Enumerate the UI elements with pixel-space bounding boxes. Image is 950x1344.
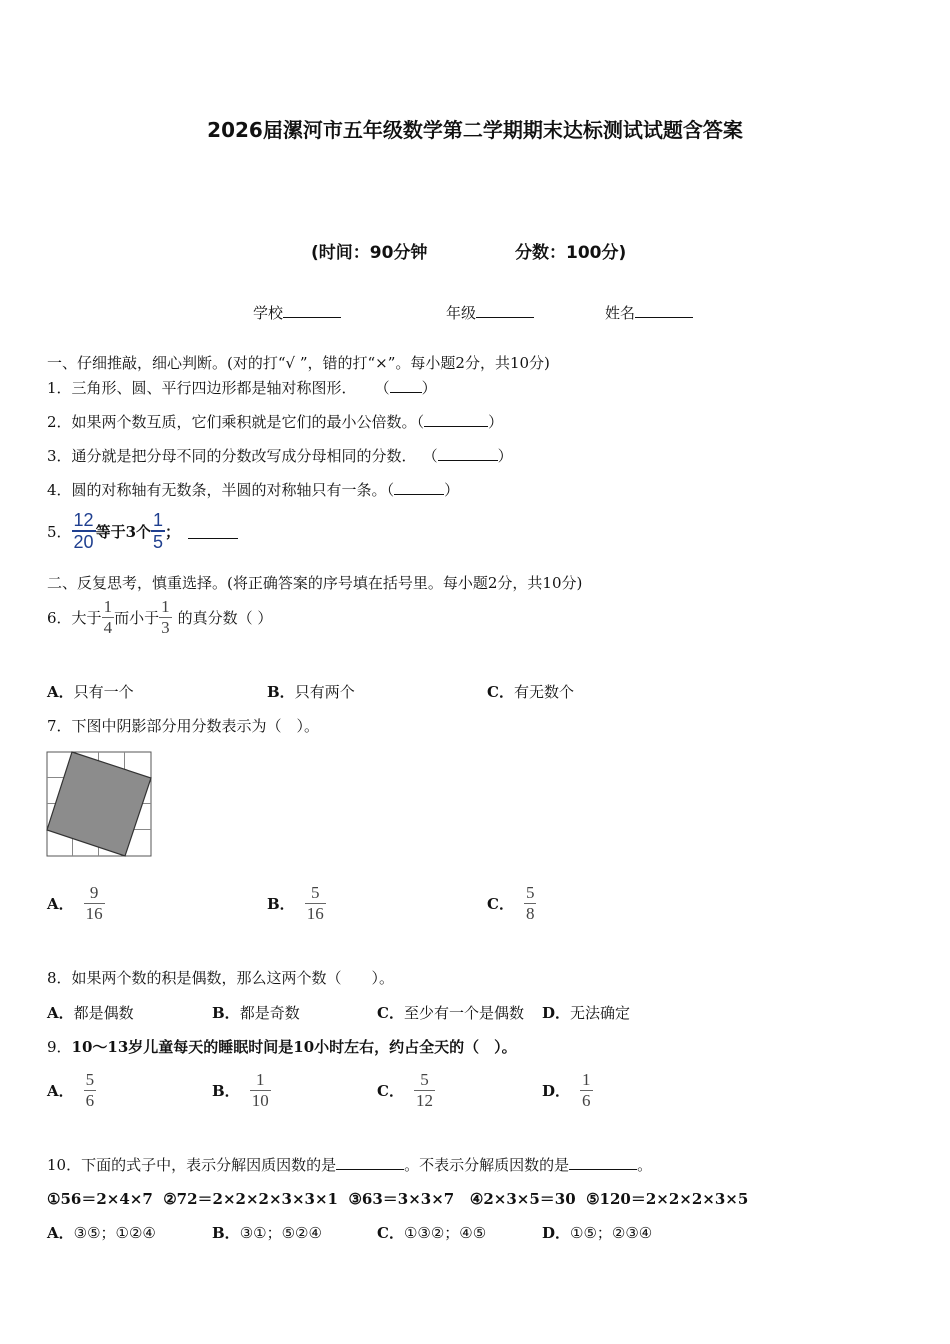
option-letter: A．	[47, 895, 74, 913]
semicolon: ；	[165, 522, 181, 541]
option-letter: A．	[47, 1004, 74, 1022]
q8-option-b[interactable]	[212, 1002, 300, 1023]
option-letter: A．	[47, 1224, 74, 1242]
question-text-a: 下面的式子中，表示分解因质因数的是	[81, 1156, 337, 1174]
question-text: 如果两个数互质，它们乘积就是它们的最小公倍数。	[71, 413, 417, 431]
q8-option-d[interactable]	[542, 1002, 630, 1023]
question-3	[47, 445, 513, 466]
q7-option-a[interactable]	[47, 883, 105, 924]
q6-option-c[interactable]	[487, 681, 574, 702]
option-letter: D．	[542, 1224, 571, 1242]
question-9	[47, 1036, 517, 1057]
question-8	[47, 967, 394, 988]
exam-time: (时间：90分钟	[311, 243, 428, 263]
question-text-c: 。	[637, 1156, 653, 1174]
paren-open: （	[422, 447, 438, 465]
option-fraction: $\frac{5}{8}$	[525, 883, 535, 923]
question-7	[47, 715, 319, 736]
question-number: 7．	[47, 717, 72, 735]
answer-blank-2[interactable]	[569, 1155, 637, 1170]
option-text: 无法确定	[570, 1004, 631, 1022]
option-fraction: $\frac{5}{16}$	[306, 883, 324, 923]
question-number: 6．	[47, 609, 72, 627]
option-text: ③⑤；①②④	[73, 1224, 156, 1242]
question-text: 等于3个	[95, 522, 152, 541]
q10-option-a[interactable]	[47, 1222, 156, 1243]
question-number: 2．	[47, 413, 72, 431]
question-text: 下图中阴影部分用分数表示为（ ）。	[71, 717, 320, 735]
option-fraction: $\frac{1}{6}$	[582, 1070, 591, 1110]
option-letter: C．	[487, 895, 514, 913]
option-letter: B．	[212, 1004, 240, 1022]
name-label: 姓名	[605, 304, 636, 322]
option-text: 只有两个	[294, 683, 355, 701]
question-number: 1．	[47, 379, 72, 397]
paren-close: ）	[421, 379, 437, 397]
option-text: 都是偶数	[73, 1004, 134, 1022]
paren-close: ）	[444, 481, 460, 499]
option-letter: C．	[377, 1224, 404, 1242]
answer-blank[interactable]	[424, 412, 488, 427]
question-10	[47, 1154, 652, 1175]
name-field[interactable]	[605, 302, 693, 323]
grade-label: 年级	[446, 304, 477, 322]
question-text-post: 的真分数（ ）	[177, 609, 273, 627]
option-text: 至少有一个是偶数	[403, 1004, 524, 1022]
option-text: ③①；⑤②④	[239, 1224, 322, 1242]
option-letter: B．	[267, 683, 295, 701]
q10-option-d[interactable]	[542, 1222, 652, 1243]
question-text: 三角形、圆、平行四边形都是轴对称图形．	[71, 379, 357, 397]
school-label: 学校	[253, 304, 284, 322]
answer-blank[interactable]	[390, 378, 422, 393]
option-fraction: $\frac{5}{12}$	[415, 1070, 433, 1110]
option-fraction: $\frac{1}{10}$	[251, 1070, 269, 1110]
question-text: 10～13岁儿童每天的睡眠时间是10小时左右，约占全天的（ ）。	[71, 1038, 517, 1056]
paren-open: （	[386, 481, 395, 499]
q7-option-b[interactable]	[267, 883, 326, 924]
option-letter: B．	[267, 895, 295, 913]
section-2-heading: 二、反复思考，慎重选择。(将正确答案的序号填在括号里。每小题2分，共10分)	[47, 574, 583, 592]
q8-option-c[interactable]	[377, 1002, 524, 1023]
paren-open: （	[374, 379, 390, 397]
option-letter: D．	[542, 1004, 571, 1022]
fraction-12-20: $\frac{12}{20}$	[73, 510, 94, 552]
page-title: 2026届漯河市五年级数学第二学期期末达标测试试题含答案	[207, 118, 743, 142]
question-text-mid: 而小于	[114, 609, 160, 627]
option-letter: B．	[212, 1082, 240, 1100]
exam-score: 分数：100分)	[515, 243, 627, 263]
option-fraction: $\frac{5}{6}$	[85, 1070, 95, 1110]
option-text: ①③②；④⑤	[403, 1224, 487, 1242]
option-letter: C．	[377, 1082, 404, 1100]
paren-close: ）	[497, 447, 513, 465]
question-text-pre: 大于	[71, 609, 102, 627]
question-number: 4．	[47, 481, 72, 499]
question-number: 9．	[47, 1038, 72, 1056]
q9-option-b[interactable]	[212, 1070, 271, 1111]
grade-field[interactable]	[446, 302, 534, 323]
q9-option-a[interactable]	[47, 1070, 96, 1111]
q9-option-c[interactable]	[377, 1070, 435, 1111]
question-5	[47, 510, 238, 552]
question-number: 5．	[47, 522, 72, 541]
question-6	[47, 597, 272, 638]
option-letter: A．	[47, 1082, 74, 1100]
q10-option-c[interactable]	[377, 1222, 486, 1243]
option-text: ①⑤；②③④	[570, 1224, 653, 1242]
option-text: 都是奇数	[239, 1004, 300, 1022]
q10-expressions: ①56＝2×4×7 ②72＝2×2×2×3×3×1 ③63＝3×3×7 ④2×3×5＝30 ⑤120＝2×2×2×3×5	[47, 1190, 749, 1208]
paren-close: ）	[488, 413, 504, 431]
option-letter: B．	[212, 1224, 240, 1242]
q8-option-a[interactable]	[47, 1002, 134, 1023]
question-text: 圆的对称轴有无数条，半圆的对称轴只有一条。	[71, 481, 387, 499]
q6-option-a[interactable]	[47, 681, 134, 702]
fraction-1-5: $\frac{1}{5}$	[153, 510, 164, 552]
question-text-b: 。不表示分解质因数的是	[404, 1156, 570, 1174]
option-letter: A．	[47, 683, 74, 701]
answer-blank[interactable]	[438, 446, 498, 461]
paren-open: （	[416, 413, 425, 431]
shaded-square	[47, 752, 151, 856]
question-number: 10．	[47, 1156, 82, 1174]
q9-option-d[interactable]	[542, 1070, 593, 1111]
answer-blank[interactable]	[188, 524, 238, 539]
question-number: 8．	[47, 969, 72, 987]
school-field[interactable]	[253, 302, 341, 323]
answer-blank[interactable]	[394, 480, 444, 495]
fraction-1-3: $\frac{1}{3}$	[161, 597, 170, 637]
option-text: 有无数个	[513, 683, 574, 701]
shaded-square-grid-figure	[46, 751, 152, 857]
question-4	[47, 479, 459, 500]
answer-blank-1[interactable]	[336, 1155, 404, 1170]
option-text: 只有一个	[73, 683, 134, 701]
option-letter: D．	[542, 1082, 571, 1100]
question-text: 如果两个数的积是偶数，那么这两个数（ ）。	[71, 969, 395, 987]
question-number: 3．	[47, 447, 72, 465]
option-letter: C．	[487, 683, 514, 701]
option-fraction: $\frac{9}{16}$	[85, 883, 103, 923]
q6-option-b[interactable]	[267, 681, 355, 702]
question-text: 通分就是把分母不同的分数改写成分母相同的分数．	[71, 447, 417, 465]
question-2	[47, 411, 503, 432]
question-1	[47, 377, 437, 398]
section-1-heading: 一、仔细推敲，细心判断。(对的打“√ ”，错的打“×”。每小题2分，共10分)	[47, 354, 550, 372]
option-letter: C．	[377, 1004, 404, 1022]
q7-option-c[interactable]	[487, 883, 536, 924]
q10-option-b[interactable]	[212, 1222, 322, 1243]
fraction-1-4: $\frac{1}{4}$	[103, 597, 113, 637]
